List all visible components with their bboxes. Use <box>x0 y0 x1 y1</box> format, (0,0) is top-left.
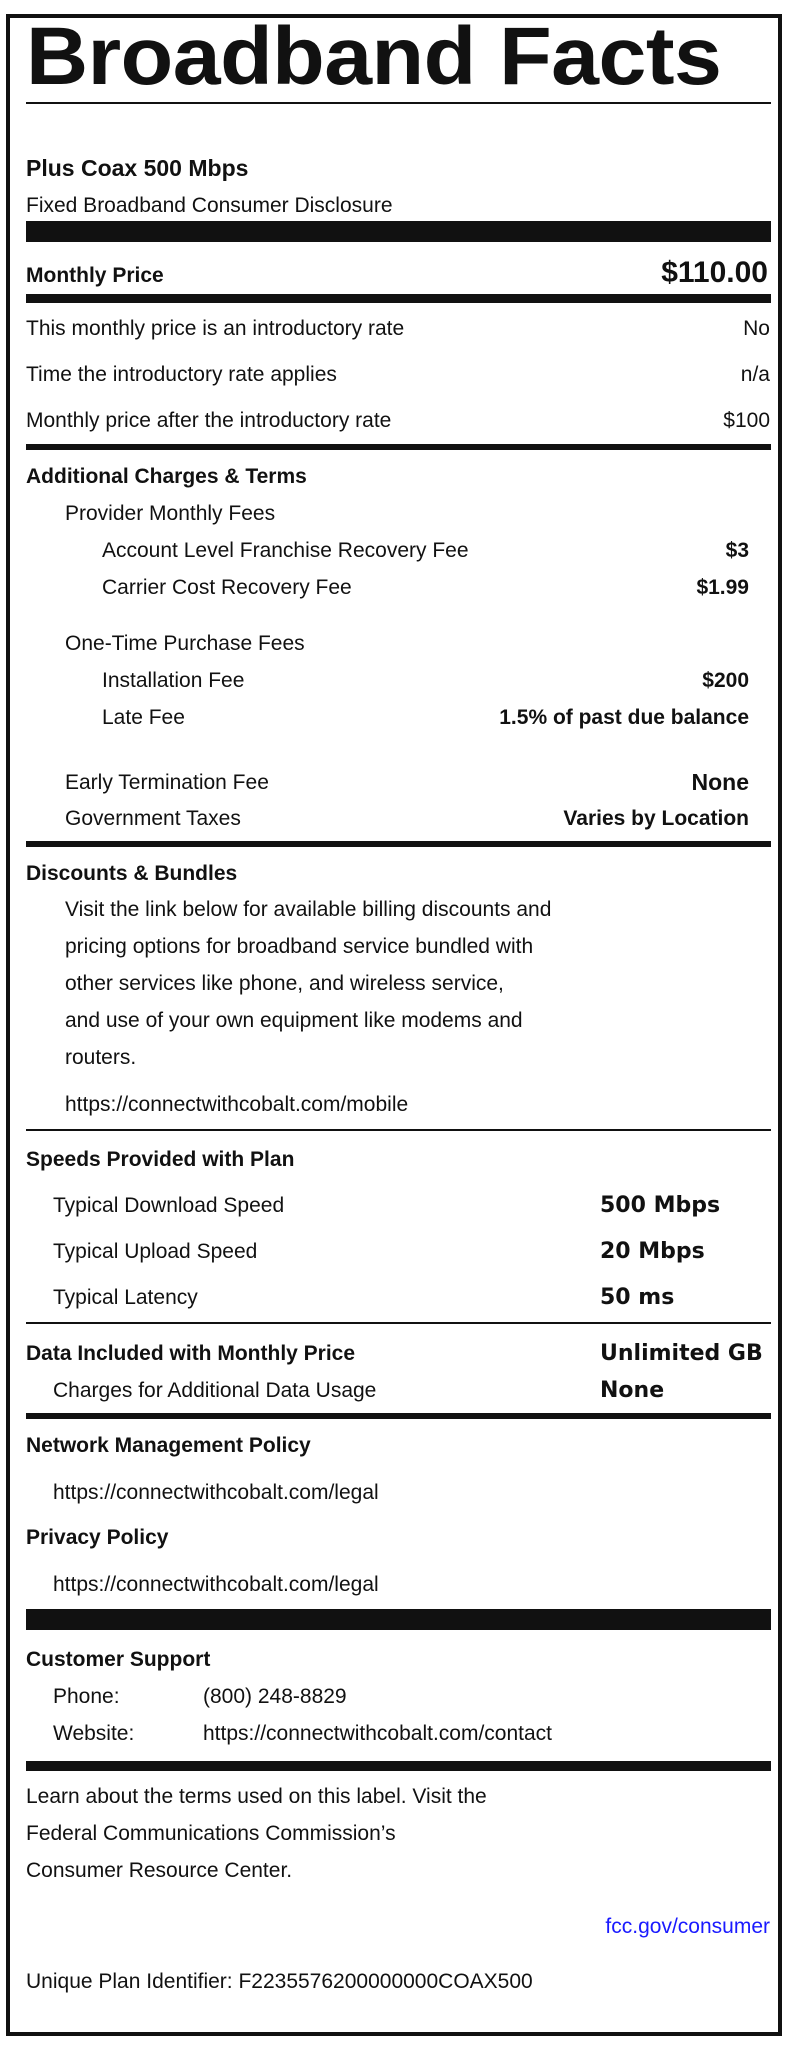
website-link[interactable]: https://connectwithcobalt.com/contact <box>203 1722 553 1745</box>
privacy-policy-heading: Privacy Policy <box>26 1526 169 1549</box>
late-fee-label: Late Fee <box>102 706 185 729</box>
section-divider <box>26 841 771 847</box>
discounts-text-line: Visit the link below for available billing discounts and <box>65 898 552 921</box>
latency-label: Typical Latency <box>53 1286 198 1309</box>
page-title: Broadband Facts <box>26 11 722 102</box>
section-divider <box>26 444 771 450</box>
carrier-fee-value: $1.99 <box>696 576 749 599</box>
title-underline <box>26 102 771 104</box>
discounts-text-line: pricing options for broadband service bundled with <box>65 935 534 958</box>
support-heading: Customer Support <box>26 1648 211 1671</box>
speeds-heading: Speeds Provided with Plan <box>26 1148 295 1171</box>
latency-value: 50 ms <box>600 1285 675 1310</box>
unique-plan-identifier: Unique Plan Identifier: F2235576200000000COAX500 <box>26 1970 533 1993</box>
discounts-text-line: and use of your own equipment like modems and <box>65 1009 523 1032</box>
price-divider <box>26 294 771 303</box>
early-termination-label: Early Termination Fee <box>65 771 269 794</box>
section-divider-thin <box>26 1129 771 1131</box>
discounts-heading: Discounts & Bundles <box>26 862 238 885</box>
phone-label: Phone: <box>53 1685 120 1708</box>
discounts-text-line: routers. <box>65 1046 137 1069</box>
section-bar-thick <box>26 1609 771 1630</box>
section-bar-thick <box>26 221 771 242</box>
late-fee-value: 1.5% of past due balance <box>499 706 749 729</box>
taxes-value: Varies by Location <box>563 807 749 830</box>
upload-speed-label: Typical Upload Speed <box>53 1240 258 1263</box>
footer-text-line: Consumer Resource Center. <box>26 1859 293 1882</box>
website-label: Website: <box>53 1722 135 1745</box>
fcc-consumer-link[interactable]: fcc.gov/consumer <box>605 1915 770 1938</box>
section-divider <box>26 1413 771 1419</box>
section-divider-thick <box>26 1761 771 1771</box>
installation-fee-value: $200 <box>702 669 749 692</box>
privacy-policy-link[interactable]: https://connectwithcobalt.com/legal <box>53 1573 379 1596</box>
download-speed-label: Typical Download Speed <box>53 1194 285 1217</box>
monthly-price-label: Monthly Price <box>26 264 164 287</box>
charges-heading: Additional Charges & Terms <box>26 465 307 488</box>
installation-fee-label: Installation Fee <box>102 669 245 692</box>
intro-rate-value: No <box>743 317 770 340</box>
additional-data-label: Charges for Additional Data Usage <box>53 1379 377 1402</box>
download-speed-value: 500 Mbps <box>600 1193 721 1218</box>
plan-subtitle: Fixed Broadband Consumer Disclosure <box>26 194 393 217</box>
phone-value[interactable]: (800) 248-8829 <box>203 1685 347 1708</box>
monthly-price-value: $110.00 <box>661 256 768 289</box>
discounts-link[interactable]: https://connectwithcobalt.com/mobile <box>65 1093 409 1116</box>
footer-text-line: Federal Communications Commission’s <box>26 1822 396 1845</box>
discounts-text-line: other services like phone, and wireless service, <box>65 972 504 995</box>
after-intro-value: $100 <box>723 409 770 432</box>
intro-time-label: Time the introductory rate applies <box>26 363 337 386</box>
plan-name: Plus Coax 500 Mbps <box>26 155 249 181</box>
data-included-value: Unlimited GB <box>600 1341 763 1366</box>
network-policy-link[interactable]: https://connectwithcobalt.com/legal <box>53 1481 379 1504</box>
footer-text-line: Learn about the terms used on this label. Visit the <box>26 1785 487 1808</box>
franchise-fee-value: $3 <box>725 539 749 562</box>
after-intro-label: Monthly price after the introductory rate <box>26 409 392 432</box>
franchise-fee-label: Account Level Franchise Recovery Fee <box>102 539 469 562</box>
upload-speed-value: 20 Mbps <box>600 1239 705 1264</box>
data-included-label: Data Included with Monthly Price <box>26 1342 356 1365</box>
carrier-fee-label: Carrier Cost Recovery Fee <box>102 576 352 599</box>
section-divider-thin <box>26 1322 771 1324</box>
intro-rate-label: This monthly price is an introductory rate <box>26 317 405 340</box>
intro-time-value: n/a <box>740 363 770 386</box>
onetime-fees-heading: One-Time Purchase Fees <box>65 632 305 655</box>
early-termination-value: None <box>691 769 749 795</box>
network-policy-heading: Network Management Policy <box>26 1434 311 1457</box>
taxes-label: Government Taxes <box>65 807 241 830</box>
provider-fees-heading: Provider Monthly Fees <box>65 502 276 525</box>
additional-data-value: None <box>600 1378 665 1403</box>
